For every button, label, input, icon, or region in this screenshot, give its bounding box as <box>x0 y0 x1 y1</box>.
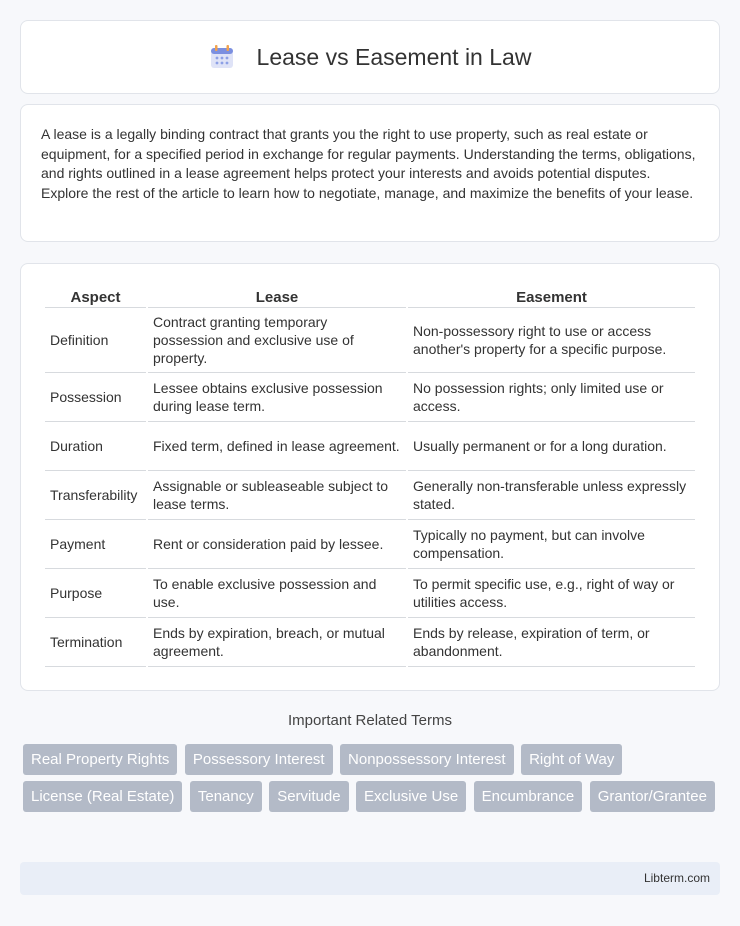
table-row <box>45 618 695 667</box>
table-row <box>45 373 695 422</box>
page-title: Lease vs Easement in Law <box>256 43 532 70</box>
comparison-table-card <box>20 263 720 691</box>
cell-lease: Assignable or subleaseable subject to lease terms. <box>148 471 406 520</box>
title-card <box>20 20 720 94</box>
cell-easement: Generally non-transferable unless expressly stated. <box>408 471 695 520</box>
related-terms-title: Important Related Terms <box>288 712 452 729</box>
table-row <box>45 471 695 520</box>
tag-tenancy[interactable]: Tenancy <box>190 781 262 812</box>
cell-aspect: Payment <box>45 520 146 569</box>
footer <box>20 862 720 895</box>
footer-site-link[interactable]: Libterm.com <box>643 871 710 885</box>
tag-nonpossessory-interest[interactable]: Nonpossessory Interest <box>340 744 514 775</box>
table-row <box>45 569 695 618</box>
tag-right-of-way[interactable]: Right of Way <box>521 744 622 775</box>
tag-exclusive-use[interactable]: Exclusive Use <box>356 781 466 812</box>
cell-lease: Ends by expiration, breach, or mutual agreement. <box>148 618 406 667</box>
cell-easement: Ends by release, expiration of term, or abandonment. <box>408 618 695 667</box>
cell-aspect: Possession <box>45 373 146 422</box>
cell-easement: Usually permanent or for a long duration. <box>408 422 695 471</box>
cell-aspect: Transferability <box>45 471 146 520</box>
header-aspect: Aspect <box>45 284 146 308</box>
cell-lease: Fixed term, defined in lease agreement. <box>148 422 406 471</box>
cell-lease: To enable exclusive possession and use. <box>148 569 406 618</box>
cell-lease: Contract granting temporary possession and exclusive use of property. <box>148 308 406 373</box>
comparison-table <box>43 284 697 667</box>
cell-easement: To permit specific use, e.g., right of way or utilities access. <box>408 569 695 618</box>
related-terms-tags <box>23 744 723 818</box>
table-row <box>45 422 695 471</box>
tag-encumbrance[interactable]: Encumbrance <box>474 781 583 812</box>
table-header-row <box>45 284 695 308</box>
cell-aspect: Purpose <box>45 569 146 618</box>
table-row <box>45 308 695 373</box>
intro-card <box>20 104 720 242</box>
cell-easement: Typically no payment, but can involve compensation. <box>408 520 695 569</box>
cell-easement: No possession rights; only limited use or access. <box>408 373 695 422</box>
header-lease: Lease <box>148 284 406 308</box>
cell-lease: Rent or consideration paid by lessee. <box>148 520 406 569</box>
tag-grantor-grantee[interactable]: Grantor/Grantee <box>590 781 715 812</box>
cell-lease: Lessee obtains exclusive possession during lease term. <box>148 373 406 422</box>
intro-text: A lease is a legally binding contract that grants you the right to use property, such as real estate or equipment, for a specified period in exchange for regular payments. Understanding the terms, obligations, and rights outlined in a lease agreement helps protect your interests and avoids potential disputes. Explore the rest of the article to learn how to negotiate, manage, and maximize the benefits of your lease. <box>41 126 696 201</box>
header-easement: Easement <box>408 284 695 308</box>
cell-aspect: Duration <box>45 422 146 471</box>
tag-real-property-rights[interactable]: Real Property Rights <box>23 744 177 775</box>
cell-easement: Non-possessory right to use or access another's property for a specific purpose. <box>408 308 695 373</box>
tag-servitude[interactable]: Servitude <box>269 781 348 812</box>
table-row <box>45 520 695 569</box>
cell-aspect: Definition <box>45 308 146 373</box>
tag-possessory-interest[interactable]: Possessory Interest <box>185 744 333 775</box>
calendar-icon <box>209 44 235 70</box>
tag-license-real-estate[interactable]: License (Real Estate) <box>23 781 182 812</box>
cell-aspect: Termination <box>45 618 146 667</box>
